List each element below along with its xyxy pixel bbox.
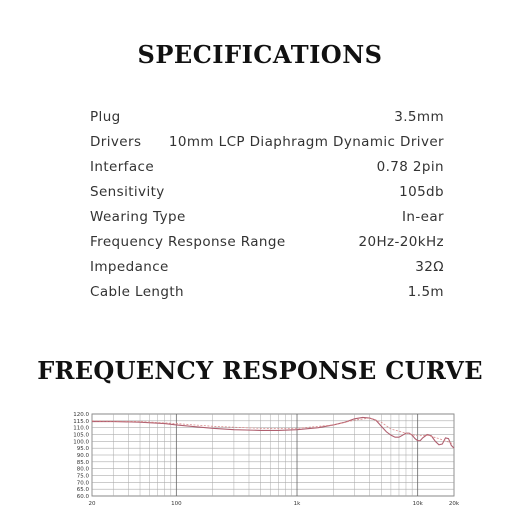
spec-value: In-ear [402, 208, 444, 225]
y-tick-label: 65.0 [76, 487, 89, 494]
spec-row-frequency-range [90, 229, 444, 254]
spec-row-drivers [90, 129, 444, 154]
spec-value: 105db [399, 183, 444, 200]
specifications-title: SPECIFICATIONS [137, 40, 383, 69]
y-tick-label: 70.0 [76, 480, 89, 487]
spec-label: Frequency Response Range [90, 233, 286, 250]
y-tick-label: 75.0 [76, 473, 89, 480]
y-tick-label: 80.0 [76, 466, 89, 473]
spec-row-wearing-type [90, 204, 444, 229]
spec-label: Plug [90, 108, 121, 125]
frequency-response-title: FREQUENCY RESPONSE CURVE [37, 356, 483, 385]
y-tick-label: 100.0 [73, 439, 89, 446]
x-tick-label: 1k [293, 501, 301, 507]
y-tick-label: 115.0 [73, 418, 89, 425]
spec-value: 32Ω [415, 258, 444, 275]
x-tick-label: 100 [171, 501, 182, 507]
frequency-response-svg [52, 408, 472, 512]
spec-label: Cable Length [90, 283, 184, 300]
y-tick-label: 90.0 [76, 453, 89, 459]
spec-row-cable-length [90, 279, 444, 304]
spec-row-sensitivity [90, 179, 444, 204]
spec-value: 3.5mm [394, 108, 444, 125]
spec-value: 10mm LCP Diaphragm Dynamic Driver [168, 133, 444, 150]
y-tick-label: 60.0 [76, 494, 89, 500]
spec-label: Interface [90, 158, 155, 175]
specifications-table [90, 104, 444, 304]
spec-label: Drivers [90, 133, 142, 150]
spec-label: Sensitivity [90, 183, 165, 200]
y-tick-label: 120.0 [73, 412, 89, 418]
spec-label: Wearing Type [90, 208, 186, 225]
x-tick-label: 20 [88, 501, 96, 507]
y-tick-label: 85.0 [76, 459, 89, 466]
spec-value: 0.78 2pin [376, 158, 444, 175]
y-tick-label: 95.0 [76, 446, 89, 453]
x-tick-label: 10k [412, 501, 423, 507]
y-tick-label: 110.0 [73, 425, 89, 432]
spec-value: 1.5m [407, 283, 444, 300]
spec-row-impedance [90, 254, 444, 279]
x-tick-label: 20k [448, 501, 460, 507]
spec-label: Impedance [90, 258, 169, 275]
spec-row-interface [90, 154, 444, 179]
spec-row-plug [90, 104, 444, 129]
y-tick-label: 105.0 [73, 432, 89, 439]
spec-value: 20Hz-20kHz [358, 233, 444, 250]
frequency-response-chart [52, 408, 472, 512]
